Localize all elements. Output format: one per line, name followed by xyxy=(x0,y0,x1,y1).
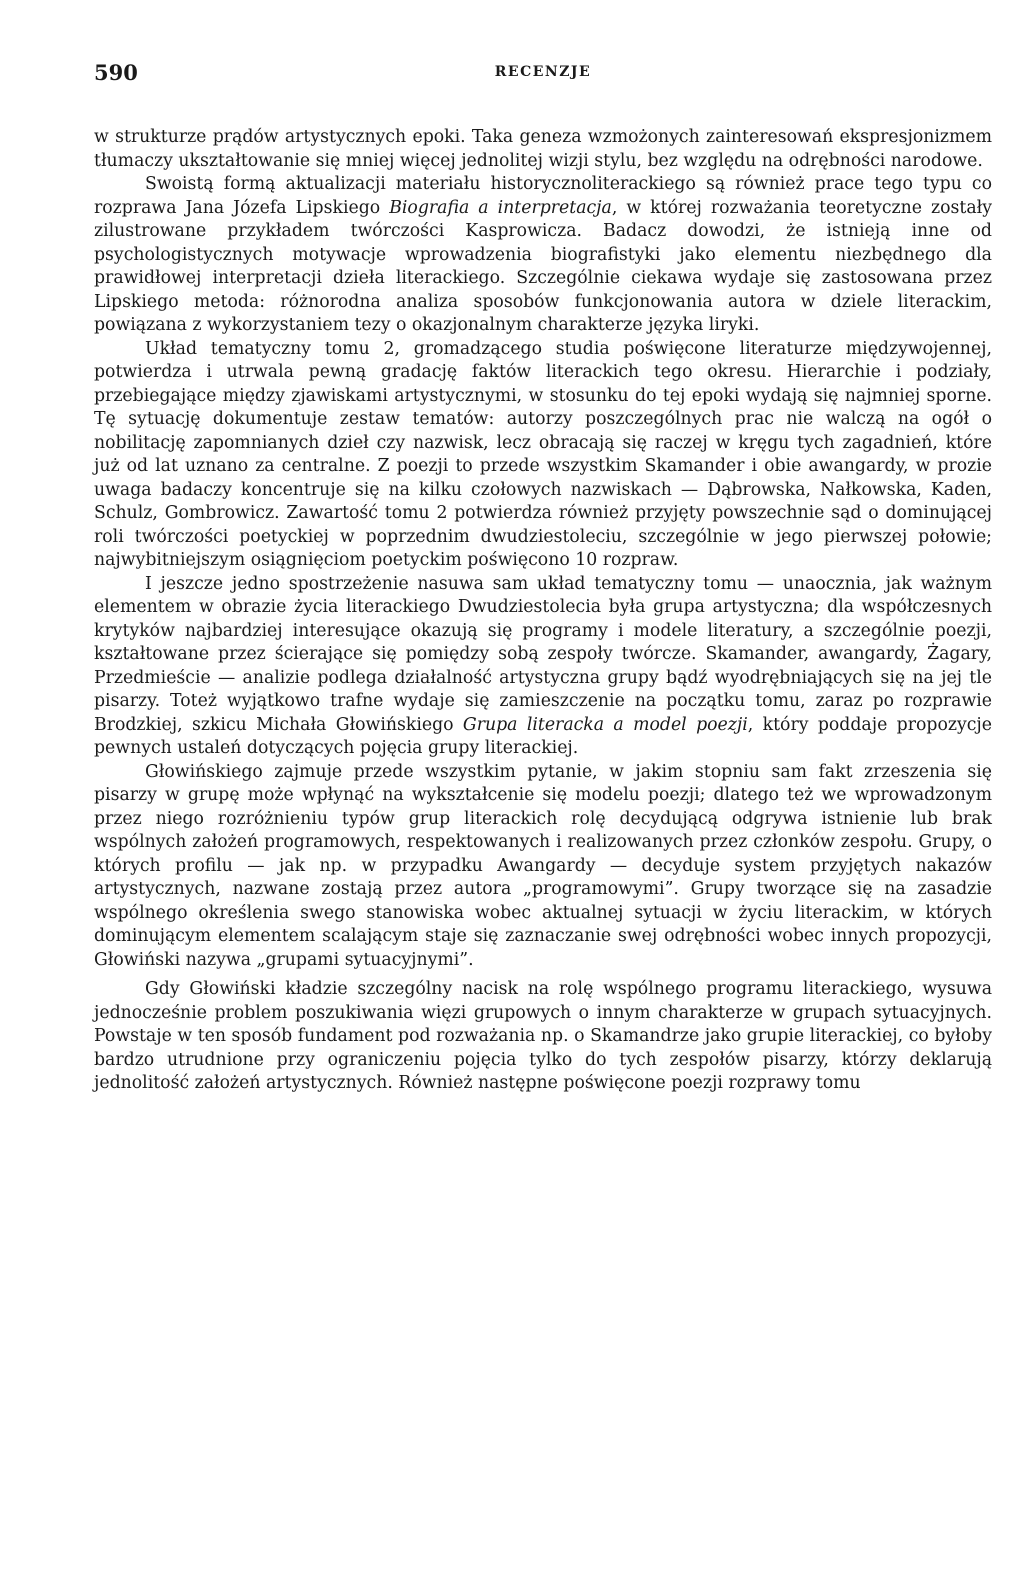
essay-title-grupa: Grupa literacka a model poezji xyxy=(462,714,748,735)
running-head: RECENZJE xyxy=(494,64,592,80)
paragraph-4 xyxy=(94,573,992,761)
paragraph-4-text-before: I jeszcze jedno spostrzeżenie nasuwa sam układ tematyczny tomu — unaocznia, jak ważnym elementem w obrazie życia literackiego Dwudziestolecia była grupa artystyczna; dla współczesnych krytyków najbardziej interesujące okazują się programy i modele literatury, a szczególnie poezji, kształtowane przez ścierające się pomiędzy sobą zespoły twórcze. Skamander, awangardy, Żagary, Przedmieście — analizie podlega działalność artystyczna grupy bądź wyodrębniających się na jej tle pisarzy. Toteż wyjątkowo trafne wydaje się zamieszczenie na początku tomu, zaraz po rozprawie Brodzkiej, szkicu Michała Głowińskiego xyxy=(94,573,992,735)
book-title-biografia: Biografia a interpretacja xyxy=(389,197,612,218)
paragraph-4-text-after: , który poddaje propozycje pewnych ustaleń dotyczących pojęcia grupy literackiej. xyxy=(94,714,992,758)
article-body xyxy=(94,126,992,1096)
paragraph-2-text-after: , w której rozważania teoretyczne zostały zilustrowane przykładem twórczości Kasprowicza. Badacz dowodzi, że istnieją inne od psychologistycznych motywacje wprowadzenia biografistyki jako elementu niezbędnego dla prawidłowej interpretacji dzieła literackiego. Szczególnie ciekawa wydaje się zastosowana przez Lipskiego metoda: różnorodna analiza sposobów funkcjonowania autora w dziele literackim, powiązana z wykorzystaniem tezy o okazjonalnym charakterze języka liryki. xyxy=(94,197,992,335)
page-number: 590 xyxy=(94,60,138,85)
page-header xyxy=(94,60,992,90)
paragraph-2 xyxy=(94,173,992,338)
paragraph-2-text-before: Swoistą formą aktualizacji materiału historycznoliterackiego są również prace tego typu co rozprawa Jana Józefa Lipskiego xyxy=(94,174,992,218)
paragraph-6: Gdy Głowiński kładzie szczególny nacisk na rolę wspólnego programu literackiego, wysuwa jednocześnie problem poszukiwania więzi grupowych o innym charakterze w grupach sytuacyjnych. Powstaje w ten sposób fundament pod rozważania np. o Skamandrze jako grupie literackiej, co byłoby bardzo utrudnione przy ograniczeniu pojęcia tylko do tych zespołów pisarzy, którzy deklarują jednolitość założeń artystycznych. Również następne poświęcone poezji rozprawy tomu xyxy=(94,979,992,1093)
paragraph-3: Układ tematyczny tomu 2, gromadzącego studia poświęcone literaturze międzywojennej, potwierdza i utrwala pewną gradację faktów literackich tego okresu. Hierarchie i podziały, przebiegające między zjawiskami artystycznymi, w stosunku do tej epoki wydają się najmniej sporne. Tę sytuację dokumentuje zestaw tematów: autorzy poszczególnych prac nie walczą na ogół o nobilitację zapomnianych dzieł czy nazwisk, lecz obracają się raczej w kręgu tych zagadnień, które już od lat uznano za centralne. Z poezji to przede wszystkim Skamander i obie awangardy, w prozie uwaga badaczy koncentruje się na kilku czołowych nazwiskach — Dąbrowska, Nałkowska, Kaden, Schulz, Gombrowicz. Zawartość tomu 2 potwierdza również przyjęty powszechnie sąd o dominującej roli twórczości poetyckiej w poprzednim dwudziestoleciu, szczególnie w jego pierwszej połowie; najwybitniejszym osiągnięciom poetyckim poświęcono 10 rozpraw. xyxy=(94,338,992,570)
paragraph-1: w strukturze prądów artystycznych epoki. Taka geneza wzmożonych zainteresowań ekspresjonizmem tłumaczy ukształtowanie się mniej więcej jednolitej wizji stylu, bez względu na odrębności narodowe. xyxy=(94,127,992,171)
paragraph-5: Głowińskiego zajmuje przede wszystkim pytanie, w jakim stopniu sam fakt zrzeszenia się pisarzy w grupę może wpłynąć na wykształcenie się modelu poezji; dlatego też we wprowadzonym przez niego rozróżnieniu typów grup literackich rolę decydującą odgrywa istnienie lub brak wspólnych założeń programowych, respektowanych i realizowanych przez członków zespołu. Grupy, o których profilu — jak np. w przypadku Awangardy — decyduje system przyjętych nakazów artystycznych, nazwane zostają przez autora „programowymi”. Grupy tworzące się na zasadzie wspólnego określenia swego stanowiska wobec aktualnej sytuacji w życiu literackim, w których dominującym elementem scalającym staje się zaznaczanie swej odrębności wobec innych propozycji, Głowiński nazywa „grupami sytuacyjnymi”. xyxy=(94,761,992,970)
